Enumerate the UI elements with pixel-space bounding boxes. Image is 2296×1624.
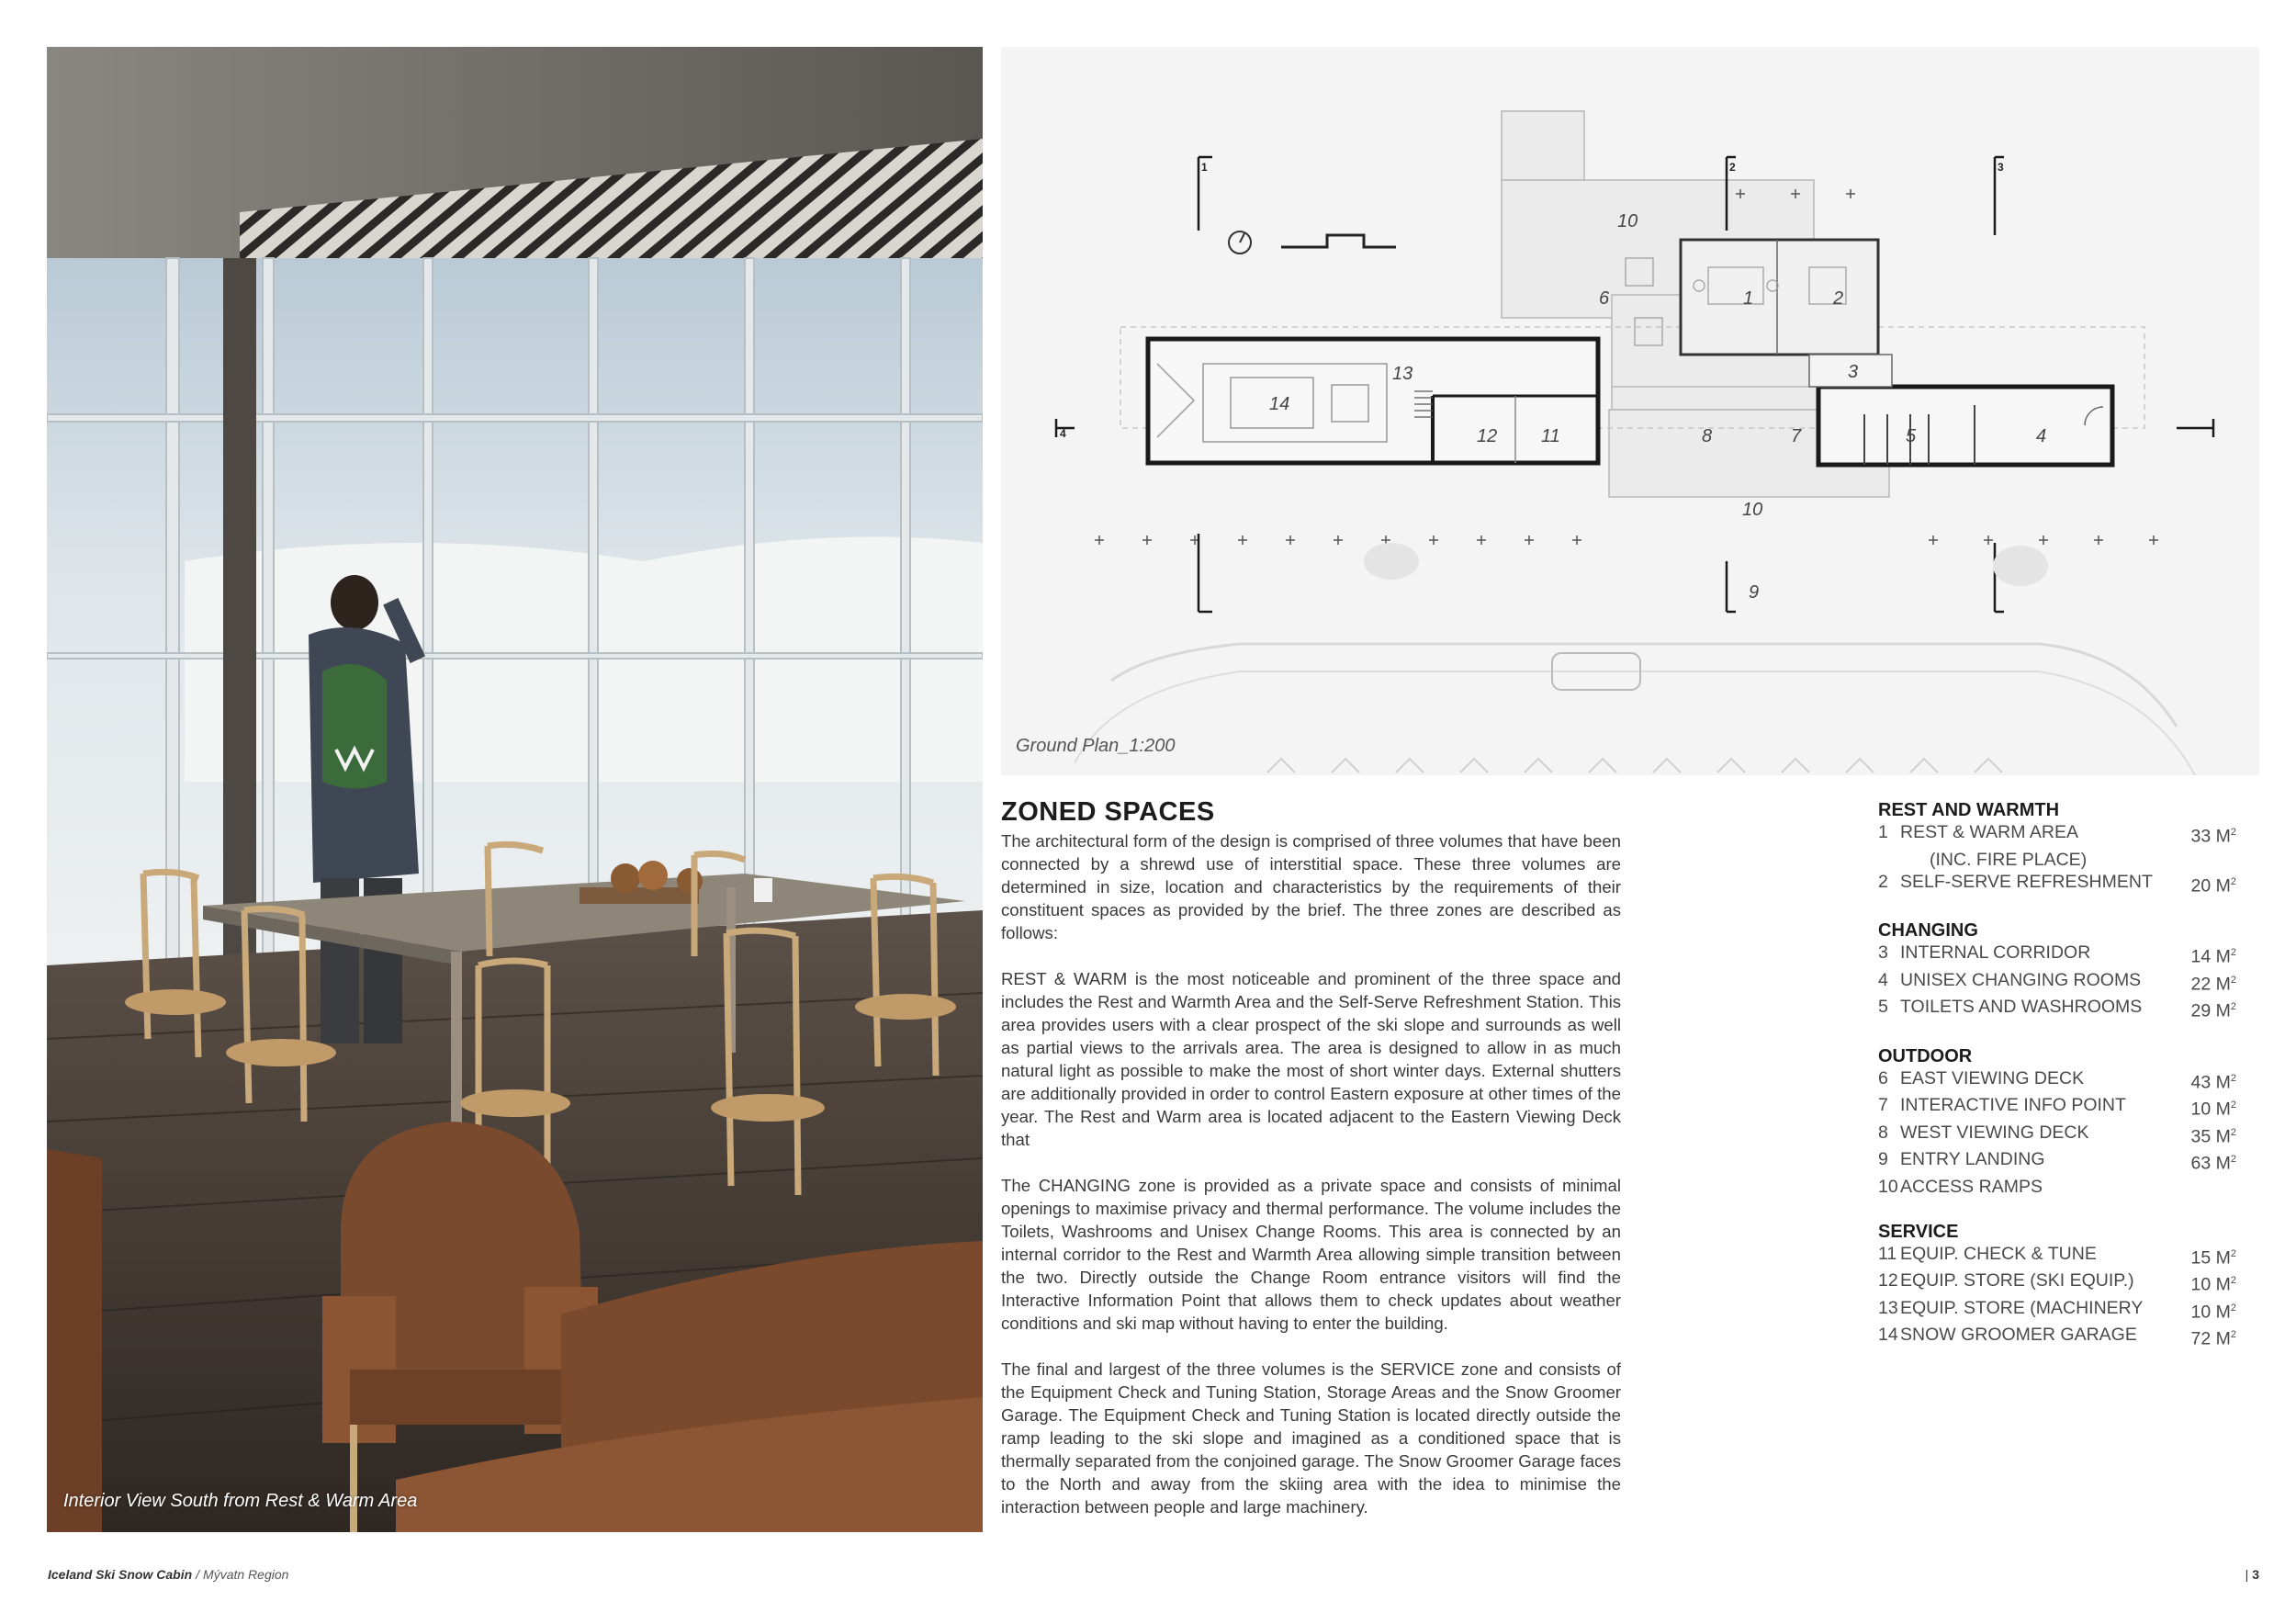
room-area: 29 $M^2$ bbox=[2190, 1000, 2236, 1021]
room-area: 72 $M^2$ bbox=[2190, 1328, 2236, 1349]
schedule-group-title: CHANGING bbox=[1878, 920, 1978, 941]
room-number: 6 bbox=[1599, 288, 1610, 309]
room-name: INTERACTIVE INFO POINT bbox=[1900, 1095, 2126, 1115]
room-number: 9 bbox=[1749, 582, 1760, 603]
room-name: UNISEX CHANGING ROOMS bbox=[1900, 969, 2142, 990]
room-name: TOILETS AND WASHROOMS bbox=[1900, 997, 2143, 1017]
room-number: 12 bbox=[1477, 426, 1498, 446]
ground-plan-drawing bbox=[1001, 47, 2259, 775]
room-area bbox=[2185, 1176, 2236, 1199]
footer-separator: / bbox=[196, 1567, 200, 1582]
schedule-row bbox=[1878, 1324, 2236, 1351]
room-number: 2 bbox=[1833, 288, 1844, 309]
room-name: INTERNAL CORRIDOR bbox=[1900, 942, 2091, 963]
room-number: 2 bbox=[1878, 871, 1888, 892]
room-area: 63 $M^2$ bbox=[2190, 1153, 2236, 1174]
room-number: 14 bbox=[1878, 1325, 1898, 1345]
room-note: (INC. FIRE PLACE) bbox=[1930, 849, 2088, 870]
room-number: 9 bbox=[1878, 1149, 1888, 1169]
schedule-row bbox=[1878, 821, 2236, 849]
room-number: 10 bbox=[1878, 1176, 1898, 1197]
room-area: 10 $M^2$ bbox=[2190, 1099, 2236, 1120]
room-number: 1 bbox=[1743, 288, 1754, 309]
room-area: 35 $M^2$ bbox=[2190, 1126, 2236, 1146]
room-number: 10 bbox=[1742, 500, 1763, 520]
room-area: 15 $M^2$ bbox=[2190, 1247, 2236, 1268]
schedule-row bbox=[1878, 1122, 2236, 1149]
room-area: 10 $M^2$ bbox=[2190, 1302, 2236, 1322]
room-area: 43 $M^2$ bbox=[2190, 1072, 2236, 1092]
room-number: 6 bbox=[1878, 1067, 1888, 1088]
schedule-row bbox=[1878, 1176, 2236, 1199]
page-footer bbox=[48, 1567, 288, 1582]
room-number: 13 bbox=[1392, 364, 1413, 384]
changing-paragraph: The CHANGING zone is provided as a private space and consists of minimal openings to maximise privacy and thermal performance. The volume includes the Toilets, Washrooms and Unisex Change Rooms. This area is connected by an internal corridor to the Rest and Warmth Area allowing simple transition between the two. Directly outside the Change Room entrance visitors will find the Interactive Information Point that allows them to check updates about weather conditions and ski map without having to enter the building. bbox=[1001, 1176, 1621, 1333]
schedule-row bbox=[1878, 1269, 2236, 1297]
schedule-row bbox=[1878, 1094, 2236, 1122]
room-number: 8 bbox=[1878, 1122, 1888, 1143]
schedule-row bbox=[1878, 996, 2236, 1023]
room-number: 4 bbox=[1878, 969, 1888, 990]
interior-render-illustration bbox=[47, 47, 983, 1532]
schedule-row bbox=[1878, 1067, 2236, 1095]
room-name: SNOW GROOMER GARAGE bbox=[1900, 1325, 2137, 1345]
schedule-group-outdoor bbox=[1878, 1045, 2236, 1199]
section-mark-4: 4 bbox=[1060, 427, 1066, 440]
page-number-value: 3 bbox=[2252, 1567, 2259, 1582]
schedule-row bbox=[1878, 1297, 2236, 1325]
room-name: ACCESS RAMPS bbox=[1900, 1176, 2043, 1197]
room-area: 20 $M^2$ bbox=[2190, 875, 2236, 896]
room-number: 8 bbox=[1702, 426, 1713, 446]
room-number: 5 bbox=[1878, 997, 1888, 1017]
room-area: 22 $M^2$ bbox=[2190, 974, 2236, 994]
service-paragraph: The final and largest of the three volumes is the SERVICE zone and consists of the Equipment Check and Tuning Station, Storage Areas and the Snow Groomer Garage. The Equipment Check and Tuning Station is located directly outside the ramp leading to the ski slope and imagined as a conditioned space that is thermally separated from the conjoined garage. The Snow Groomer Garage faces to the North and away from the skiing area with the idea to minimise the interaction between people and large machinery. bbox=[1001, 1359, 1621, 1517]
schedule-row bbox=[1878, 969, 2236, 997]
schedule-row bbox=[1878, 871, 2236, 898]
room-number: 7 bbox=[1878, 1095, 1888, 1115]
room-number: 3 bbox=[1848, 362, 1859, 382]
schedule-row bbox=[1878, 942, 2236, 969]
schedule-group-changing bbox=[1878, 919, 2236, 1023]
room-name: EQUIP. STORE (SKI EQUIP.) bbox=[1900, 1270, 2134, 1291]
project-name: Iceland Ski Snow Cabin bbox=[48, 1567, 193, 1582]
room-number: 11 bbox=[1878, 1243, 1897, 1264]
schedule-group-rest-warmth bbox=[1878, 799, 2236, 897]
intro-paragraph: The architectural form of the design is comprised of three volumes that have been connected by a shrewd use of interstitial space. These three volumes are determined in size, location and characteristics by the requirements of their constituent spaces as provided by the brief. The three zones are described as follows: bbox=[1001, 831, 1621, 942]
section-mark-3: 3 bbox=[1998, 161, 2004, 174]
room-area: 14 $M^2$ bbox=[2190, 946, 2236, 967]
plan-caption: Ground Plan_1:200 bbox=[1016, 736, 1176, 756]
room-name: EQUIP. STORE (MACHINERY bbox=[1900, 1297, 2144, 1318]
room-number: 7 bbox=[1791, 426, 1802, 446]
room-name: ENTRY LANDING bbox=[1900, 1149, 2045, 1169]
page-number bbox=[2245, 1567, 2259, 1582]
page-number-prefix: | bbox=[2245, 1567, 2249, 1582]
room-number: 12 bbox=[1878, 1270, 1898, 1291]
room-name: EQUIP. CHECK & TUNE bbox=[1900, 1243, 2097, 1264]
schedule-group-title: REST AND WARMTH bbox=[1878, 800, 2060, 820]
room-number: 11 bbox=[1541, 426, 1560, 446]
room-number: 14 bbox=[1269, 394, 1290, 414]
region-name: Mývatn Region bbox=[203, 1567, 289, 1582]
section-mark-1: 1 bbox=[1201, 161, 1208, 174]
room-number: 10 bbox=[1617, 211, 1638, 231]
scale-bar bbox=[1281, 235, 1396, 247]
room-area: 10 $M^2$ bbox=[2190, 1274, 2236, 1295]
room-number: 13 bbox=[1878, 1297, 1898, 1318]
section-title: ZONED SPACES bbox=[1001, 797, 1215, 827]
interior-render bbox=[47, 47, 983, 1532]
room-name: WEST VIEWING DECK bbox=[1900, 1122, 2089, 1143]
schedule-group-title: SERVICE bbox=[1878, 1221, 1959, 1242]
area-schedule bbox=[1878, 799, 2236, 1373]
room-name: EAST VIEWING DECK bbox=[1900, 1067, 2085, 1088]
rest-warm-paragraph: REST & WARM is the most noticeable and prominent of the three space and includes the Rest and Warmth Area and the Self-Serve Refreshment Station. This area provides users with a clear prospect of the ski slope and surrounds as well as partial views to the arrivals area. The area is designed to allow in as much natural light as possible to make the most of short winter days. External shutters are additionally provided in order to control Eastern exposure at other times of the year. The Rest and Warm area is located adjacent to the Eastern Viewing Deck that bbox=[1001, 969, 1621, 1149]
section-mark-2: 2 bbox=[1729, 161, 1736, 174]
room-number: 5 bbox=[1906, 426, 1917, 446]
room-area: 33 $M^2$ bbox=[2190, 826, 2236, 847]
schedule-group-service bbox=[1878, 1221, 2236, 1351]
schedule-row bbox=[1878, 1148, 2236, 1176]
room-name: SELF-SERVE REFRESHMENT bbox=[1900, 871, 2153, 892]
room-number: 3 bbox=[1878, 942, 1888, 963]
room-name: REST & WARM AREA bbox=[1900, 822, 2078, 842]
schedule-group-title: OUTDOOR bbox=[1878, 1045, 1973, 1066]
room-number: 4 bbox=[2036, 426, 2047, 446]
schedule-row bbox=[1878, 1243, 2236, 1270]
photo-caption: Interior View South from Rest & Warm Area bbox=[63, 1491, 418, 1511]
zoned-spaces-section bbox=[1001, 797, 1621, 1541]
room-number: 1 bbox=[1878, 822, 1888, 842]
ground-plan bbox=[1001, 47, 2259, 775]
